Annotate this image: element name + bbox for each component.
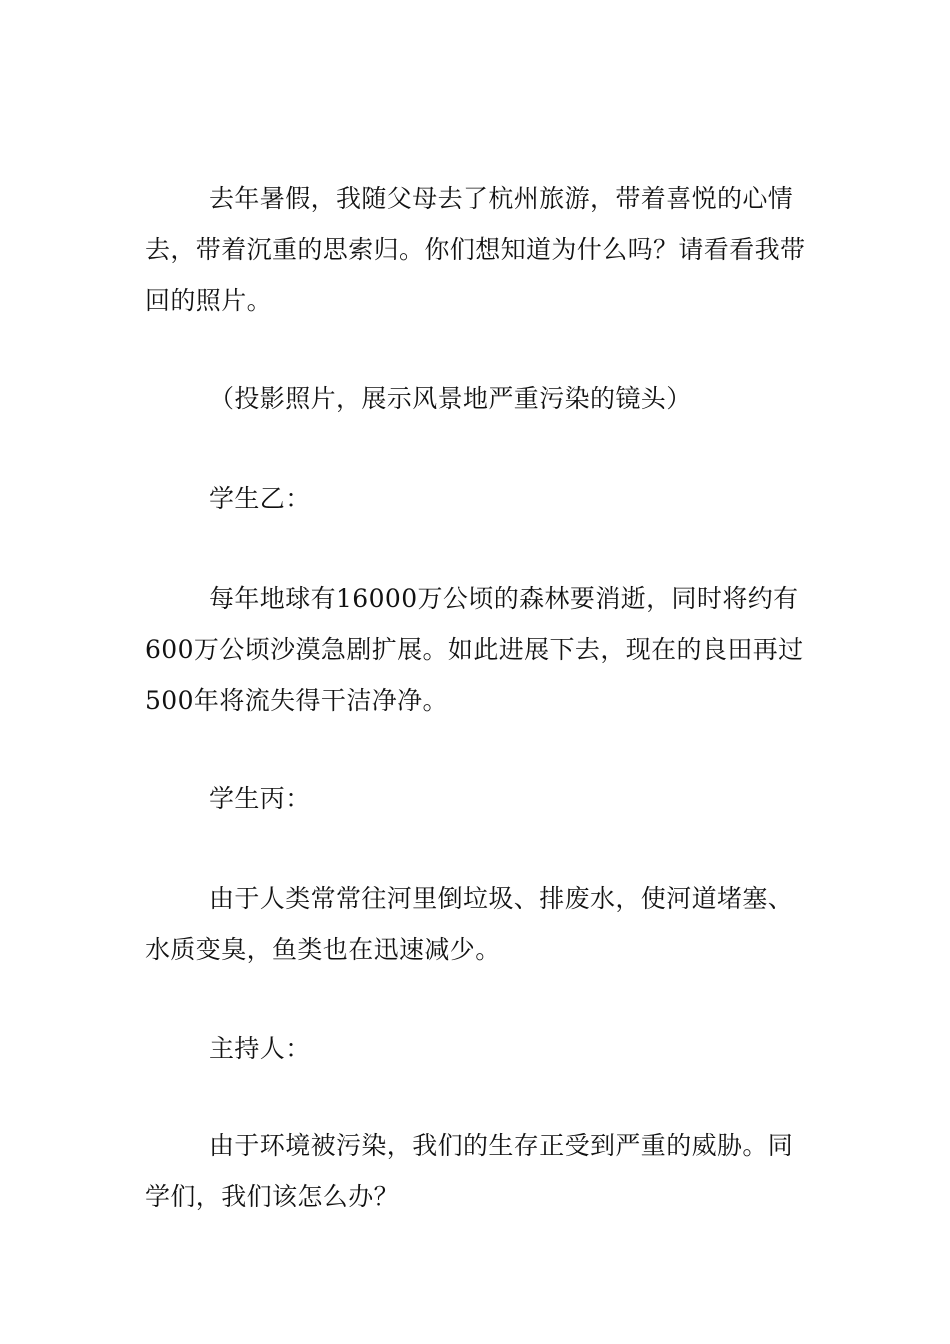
speaker-label-host: 主持人：	[209, 1034, 311, 1063]
paragraph-host-question: 由于环境被污染，我们的生存正受到严重的威胁。同学们，我们该怎么办？	[145, 1131, 794, 1211]
speaker-label-student-b: 学生乙：	[209, 484, 311, 513]
paragraph-photo-projection: （投影照片，展示风景地严重污染的镜头）	[209, 384, 692, 413]
paragraph-hangzhou-trip: 去年暑假，我随父母去了杭州旅游，带着喜悦的心情去，带着沉重的思索归。你们想知道为什么吗？请看看我带回的照片。	[145, 184, 806, 315]
paragraph-river-pollution: 由于人类常常往河里倒垃圾、排废水，使河道堵塞、水质变臭，鱼类也在迅速减少。	[145, 884, 794, 964]
paragraph-forest-desert: 每年地球有16000万公顷的森林要消逝，同时将约有600万公顷沙漠急剧扩展。如此进展下去，现在的良田再过500年将流失得干洁净净。	[145, 584, 804, 715]
speaker-label-student-c: 学生丙：	[209, 784, 311, 813]
